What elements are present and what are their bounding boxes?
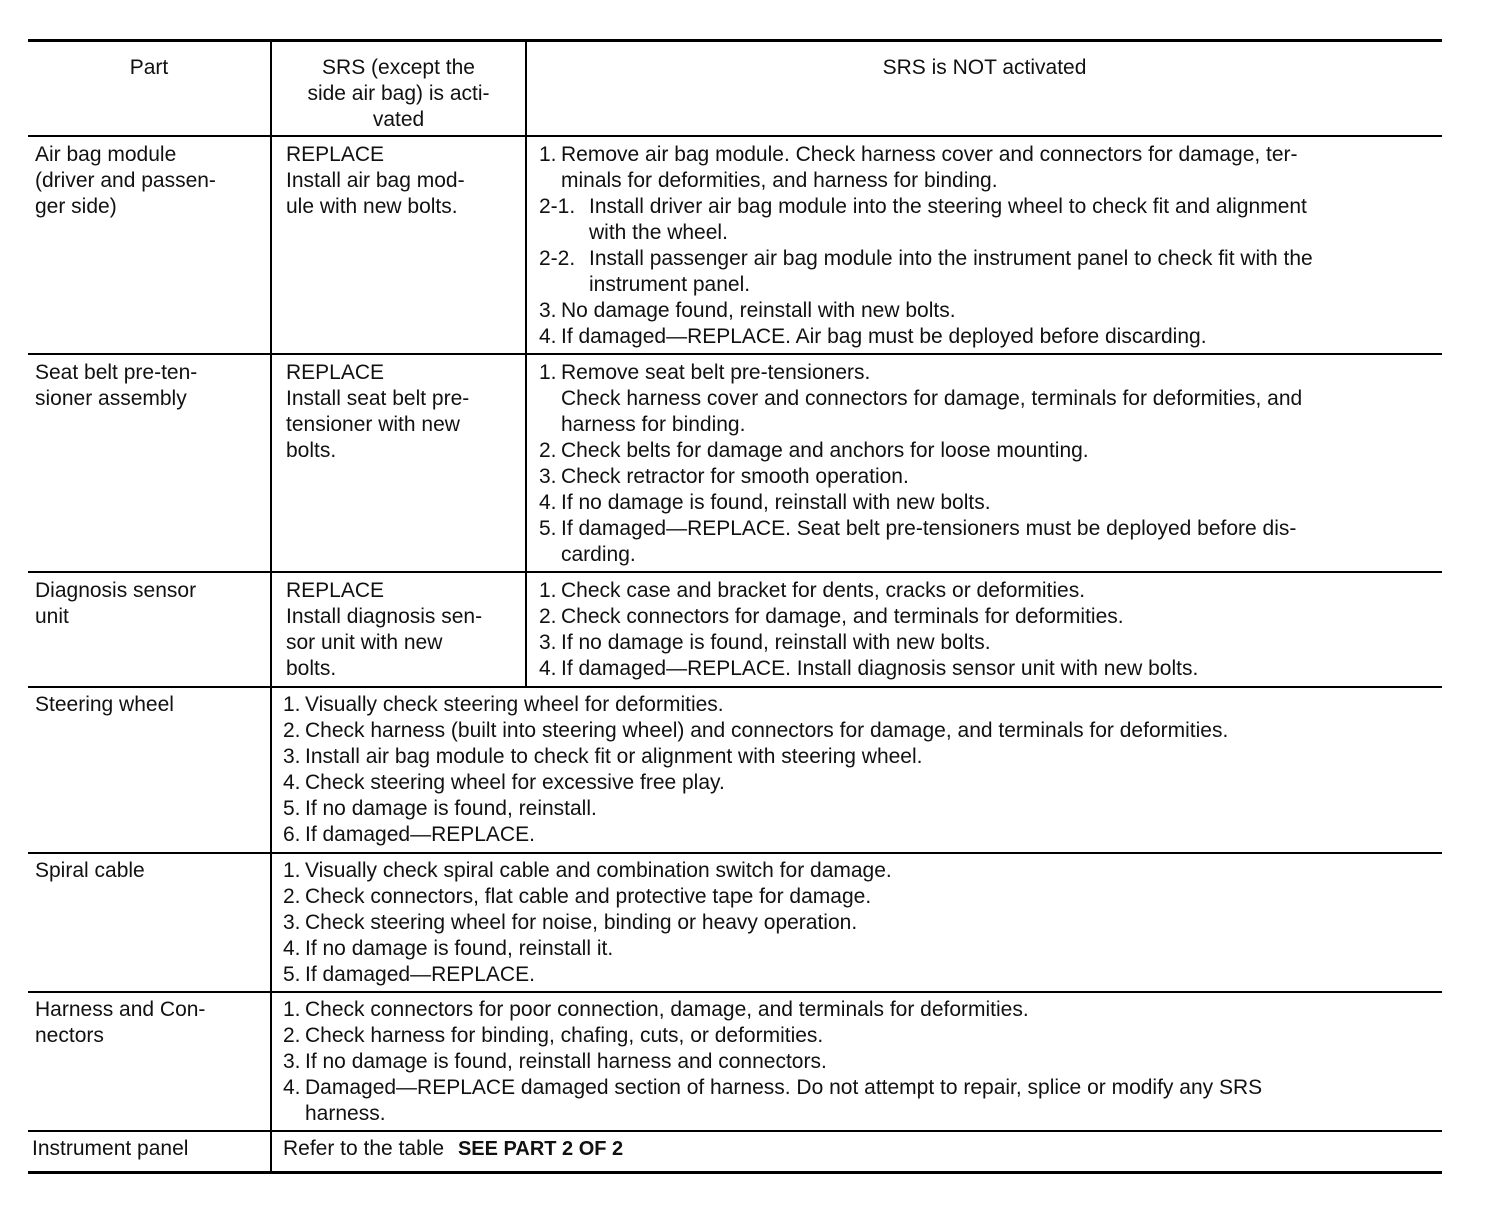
step-number: 3. [283, 911, 301, 934]
step-number: 2. [539, 439, 557, 462]
combined-steps [283, 997, 1439, 1127]
step-item [283, 692, 1439, 718]
step-item [283, 718, 1439, 744]
step-item [283, 770, 1439, 796]
step-item [283, 822, 1439, 848]
step-line: Check retractor for smooth operation. [561, 465, 909, 488]
activated-line: REPLACE [286, 143, 385, 166]
step-line: Check connectors for poor connection, damage, and terminals for deformities. [305, 998, 1029, 1021]
activated-line: REPLACE [286, 579, 385, 602]
reference-cell [283, 1136, 1439, 1162]
step-line: Visually check spiral cable and combination switch for damage. [305, 859, 892, 882]
step-number: 1. [539, 361, 557, 384]
header-srs-not-activated: SRS is NOT activated [882, 56, 1087, 79]
step-line: Damaged—REPLACE damaged section of harness. Do not attempt to repair, splice or modify any SRS [305, 1076, 1263, 1099]
step-line: Visually check steering wheel for deformities. [305, 693, 724, 716]
step-line: If damaged—REPLACE. [305, 963, 535, 986]
step-line: If damaged—REPLACE. Install diagnosis sensor unit with new bolts. [561, 657, 1199, 680]
step-line: carding. [561, 543, 636, 566]
step-line: harness. [305, 1102, 386, 1125]
row-divider [28, 991, 1442, 993]
step-item [539, 578, 1439, 604]
row-divider [28, 571, 1442, 573]
activated-line: sor unit with new [286, 631, 443, 654]
step-item [539, 516, 1439, 568]
part-line: unit [35, 605, 69, 628]
step-number: 1. [283, 998, 301, 1021]
part-cell [35, 360, 267, 412]
step-line: Remove seat belt pre-tensioners. [561, 361, 871, 384]
part-cell [35, 692, 267, 718]
activated-line: Install seat belt pre- [286, 387, 470, 410]
step-line: If no damage is found, reinstall with new bolts. [561, 631, 991, 654]
part-line: (driver and passen- [35, 169, 216, 192]
step-item [539, 438, 1439, 464]
row-divider [28, 353, 1442, 355]
part-cell [35, 142, 267, 220]
top-rule [28, 39, 1442, 42]
activated-cell [286, 578, 521, 682]
step-item [539, 246, 1439, 298]
step-item [283, 744, 1439, 770]
step-item [539, 142, 1439, 194]
step-number: 4. [283, 937, 301, 960]
step-item [283, 936, 1439, 962]
step-number: 2. [539, 605, 557, 628]
bottom-rule [28, 1171, 1442, 1174]
part-line: Diagnosis sensor [35, 579, 197, 602]
step-item [283, 1023, 1439, 1049]
not-activated-steps [539, 360, 1439, 568]
step-number: 2-2. [539, 247, 576, 270]
step-number: 1. [539, 579, 557, 602]
step-line: If damaged—REPLACE. Seat belt pre-tensioners must be deployed before dis- [561, 517, 1297, 540]
step-number: 4. [283, 1076, 301, 1099]
step-line: If no damage is found, reinstall it. [305, 937, 614, 960]
step-item [539, 490, 1439, 516]
column-divider [525, 42, 527, 687]
step-line: If damaged—REPLACE. [305, 823, 535, 846]
activated-line: REPLACE [286, 361, 385, 384]
step-number: 6. [283, 823, 301, 846]
step-line: Check steering wheel for noise, binding or heavy operation. [305, 911, 858, 934]
row-divider [28, 1130, 1442, 1132]
step-number: 4. [539, 491, 557, 514]
step-number: 3. [539, 299, 557, 322]
part-cell [35, 997, 267, 1049]
step-item [283, 1049, 1439, 1075]
step-line: Install air bag module to check fit or alignment with steering wheel. [305, 745, 923, 768]
activated-line: Install air bag mod- [286, 169, 465, 192]
step-line: minals for deformities, and harness for binding. [561, 169, 998, 192]
step-item [283, 910, 1439, 936]
step-item [539, 298, 1439, 324]
step-item [283, 796, 1439, 822]
row-divider [28, 686, 1442, 688]
step-line: Check steering wheel for excessive free play. [305, 771, 725, 794]
part-cell [35, 858, 267, 884]
step-item [539, 324, 1439, 350]
step-number: 5. [283, 797, 301, 820]
header-line: SRS (except the [322, 56, 475, 79]
step-number: 3. [283, 1050, 301, 1073]
step-number: 1. [539, 143, 557, 166]
activated-cell [286, 142, 521, 220]
step-number: 4. [539, 657, 557, 680]
step-number: 2. [283, 1024, 301, 1047]
activated-line: Install diagnosis sen- [286, 605, 483, 628]
step-item [539, 194, 1439, 246]
part-line: Harness and Con- [35, 998, 206, 1021]
header-part: Part [129, 56, 169, 79]
combined-steps [283, 858, 1439, 988]
part-line: sioner assembly [35, 387, 187, 410]
step-line: harness for binding. [561, 413, 746, 436]
step-line: Check case and bracket for dents, cracks or deformities. [561, 579, 1086, 602]
part-line: ger side) [35, 195, 117, 218]
header-line: side air bag) is acti- [307, 82, 490, 105]
combined-steps [283, 692, 1439, 848]
header-line: vated [372, 108, 425, 131]
step-line: Check connectors for damage, and terminals for deformities. [561, 605, 1124, 628]
step-number: 2. [283, 719, 301, 742]
part-line: Spiral cable [35, 859, 145, 882]
step-item [283, 858, 1439, 884]
step-line: If no damage is found, reinstall harness and connectors. [305, 1050, 827, 1073]
part-line: Steering wheel [35, 693, 174, 716]
step-line: Check connectors, flat cable and protective tape for damage. [305, 885, 872, 908]
step-line: Install driver air bag module into the steering wheel to check fit and alignment [589, 195, 1307, 218]
step-number: 1. [283, 693, 301, 716]
row-divider [28, 852, 1442, 854]
part-line: Air bag module [35, 143, 177, 166]
step-item [283, 997, 1439, 1023]
step-line: Check belts for damage and anchors for loose mounting. [561, 439, 1089, 462]
activated-line: bolts. [286, 657, 337, 680]
step-number: 1. [283, 859, 301, 882]
step-line: No damage found, reinstall with new bolts. [561, 299, 956, 322]
header-srs-activated [272, 55, 525, 133]
reference-text: Refer to the table [283, 1137, 445, 1160]
step-line: If no damage is found, reinstall. [305, 797, 597, 820]
step-number: 2-1. [539, 195, 576, 218]
activated-line: ule with new bolts. [286, 195, 458, 218]
step-item [539, 630, 1439, 656]
part-cell [35, 578, 267, 630]
step-line: Check harness cover and connectors for damage, terminals for deformities, and [561, 387, 1303, 410]
step-item [283, 1075, 1439, 1127]
step-number: 3. [539, 631, 557, 654]
part-cell [32, 1136, 267, 1162]
step-item [539, 464, 1439, 490]
step-item [283, 884, 1439, 910]
step-item [539, 604, 1439, 630]
step-number: 5. [539, 517, 557, 540]
step-line: Remove air bag module. Check harness cover and connectors for damage, ter- [561, 143, 1298, 166]
step-number: 4. [539, 325, 557, 348]
step-line: Check harness for binding, chafing, cuts, or deformities. [305, 1024, 824, 1047]
step-line: Check harness (built into steering wheel) and connectors for damage, and terminals for deformities. [305, 719, 1229, 742]
step-number: 3. [539, 465, 557, 488]
step-line: with the wheel. [589, 221, 728, 244]
step-number: 2. [283, 885, 301, 908]
step-line: instrument panel. [589, 273, 751, 296]
activated-cell [286, 360, 521, 464]
header-divider [28, 135, 1442, 137]
step-number: 4. [283, 771, 301, 794]
part-line: Instrument panel [32, 1137, 189, 1160]
column-divider [270, 42, 272, 1172]
not-activated-steps [539, 142, 1439, 350]
step-number: 3. [283, 745, 301, 768]
step-line: Install passenger air bag module into the instrument panel to check fit with the [589, 247, 1313, 270]
step-item [283, 962, 1439, 988]
step-item [539, 360, 1439, 438]
step-line: If damaged—REPLACE. Air bag must be deployed before discarding. [561, 325, 1207, 348]
step-number: 5. [283, 963, 301, 986]
step-line: If no damage is found, reinstall with new bolts. [561, 491, 991, 514]
step-item [539, 656, 1439, 682]
see-part-2-link[interactable]: SEE PART 2 OF 2 [457, 1138, 624, 1160]
part-line: Seat belt pre-ten- [35, 361, 198, 384]
activated-line: tensioner with new [286, 413, 460, 436]
not-activated-steps [539, 578, 1439, 682]
activated-line: bolts. [286, 439, 337, 462]
part-line: nectors [35, 1024, 104, 1047]
